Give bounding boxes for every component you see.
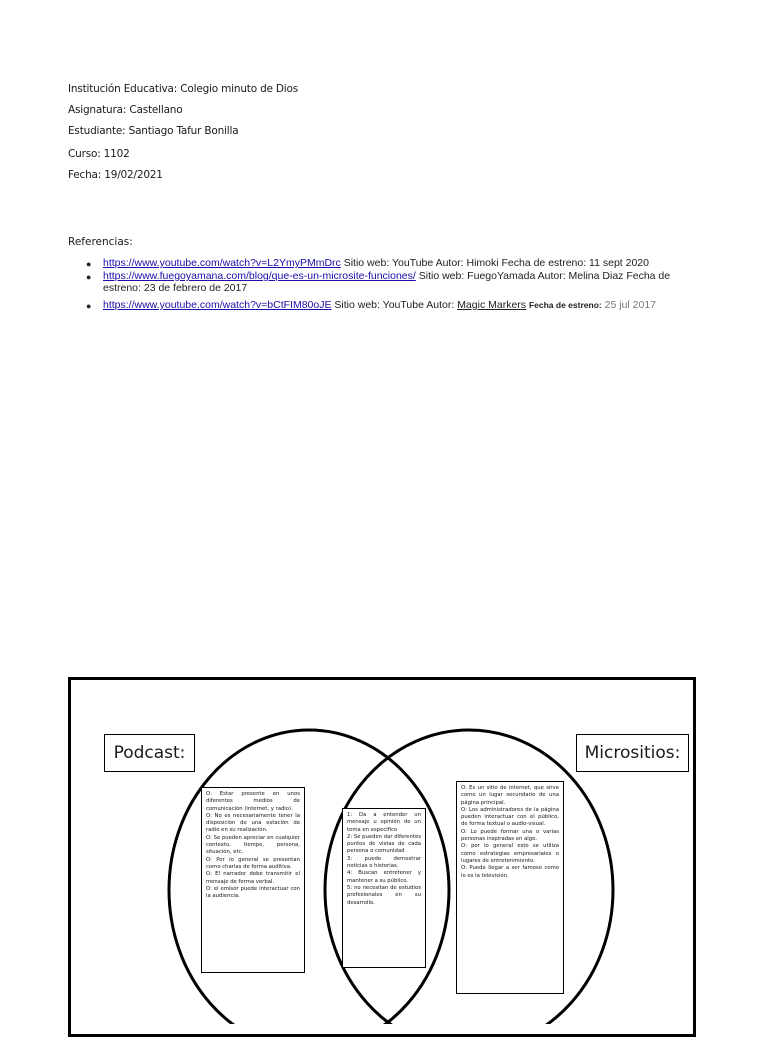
date-line: Fecha: 19/02/2021	[68, 169, 163, 181]
micrositios-item: O: Es un sitio de internet, que sirve como un lugar secundario de una página principal.	[461, 785, 559, 806]
reference-text: Sitio web: YouTube Autor:	[331, 299, 458, 311]
reference-text: Sitio web: YouTube Autor: Himoki Fecha de estreno: 11 sept 2020	[340, 257, 649, 269]
reference-link[interactable]: https://www.fuegoyamana.com/blog/que-es-un-microsite-funciones/	[103, 270, 416, 282]
bullet-icon: ●	[86, 301, 92, 311]
references-title: Referencias:	[68, 236, 133, 248]
course-line: Curso: 1102	[68, 148, 130, 160]
reference-author: Magic Markers	[457, 299, 527, 311]
micrositios-item: O: Los administradores de la página pueden interactuar con el público, de forma textual o audio-visual.	[461, 806, 559, 828]
shared-item: 2: Se pueden dar diferentes puntos de vistas de cada persona o comunidad	[347, 833, 421, 855]
shared-item: 5: no necesitan de estudios profesionales en su desarrollo.	[347, 884, 421, 906]
reference-item	[86, 299, 703, 311]
micrositios-label: Micrositios:	[576, 734, 689, 772]
podcast-item: O: el emisor puede interactuar con la audiencia.	[206, 885, 300, 900]
micrositios-item: O: Puede llegar a ser famoso como lo es la televisión.	[461, 865, 559, 879]
reference-link[interactable]: https://www.youtube.com/watch?v=bCtFIM80oJE	[103, 299, 332, 311]
student-line: Estudiante: Santiago Tafur Bonilla	[68, 125, 239, 137]
reference-text: Sitio web: FuegoYamada Autor: Melina Diaz Fecha de estreno: 23 de febrero de 2017	[103, 270, 671, 294]
shared-item: 4: Buscan entretener y mantener a su público.	[347, 870, 421, 884]
reference-date-label: Fecha de estreno:	[528, 300, 602, 310]
podcast-item: O: No es necesariamente tener la disposición de una estación de radio en su realización.	[206, 812, 300, 834]
institution-line: Institución Educativa: Colegio minuto de Dios	[68, 83, 299, 95]
podcast-item: O: El narrador debe transmitir el mensaje de forma verbal.	[206, 871, 300, 885]
shared-item: 3: puede demostrar noticias o historias.	[347, 855, 421, 870]
reference-date: 25 jul 2017	[601, 299, 657, 311]
micrositios-item: O: Lo puede formar una o varias personas inspiradas en algo.	[461, 828, 559, 843]
bullet-icon: ●	[86, 272, 92, 282]
micrositios-item: O: por lo general esto se utiliza como estrategias empresariales o lugares de entretenimiento.	[461, 843, 559, 864]
shared-text-box	[342, 808, 426, 968]
shared-item: 1: Da a entender un mensaje u opinión de un tema en específico	[347, 812, 421, 833]
micrositios-text-box	[456, 781, 564, 994]
reference-item	[86, 270, 703, 294]
bullet-icon: ●	[86, 259, 92, 269]
subject-line: Asignatura: Castellano	[68, 104, 183, 116]
reference-item	[86, 257, 703, 269]
podcast-label: Podcast:	[104, 734, 195, 772]
podcast-item: O: Estar presente en unos diferentes medios de comunicación (internet, y radio).	[206, 791, 300, 812]
podcast-text-box	[201, 787, 305, 973]
reference-link[interactable]: https://www.youtube.com/watch?v=L2YmyPMmDrc	[103, 257, 341, 269]
podcast-item: O: Se pueden apreciar en cualquier contexto, tiempo, persona, situación, etc.	[206, 834, 300, 856]
podcast-item: O: Por lo general se presentan como charlas de forma auditiva.	[206, 856, 300, 870]
